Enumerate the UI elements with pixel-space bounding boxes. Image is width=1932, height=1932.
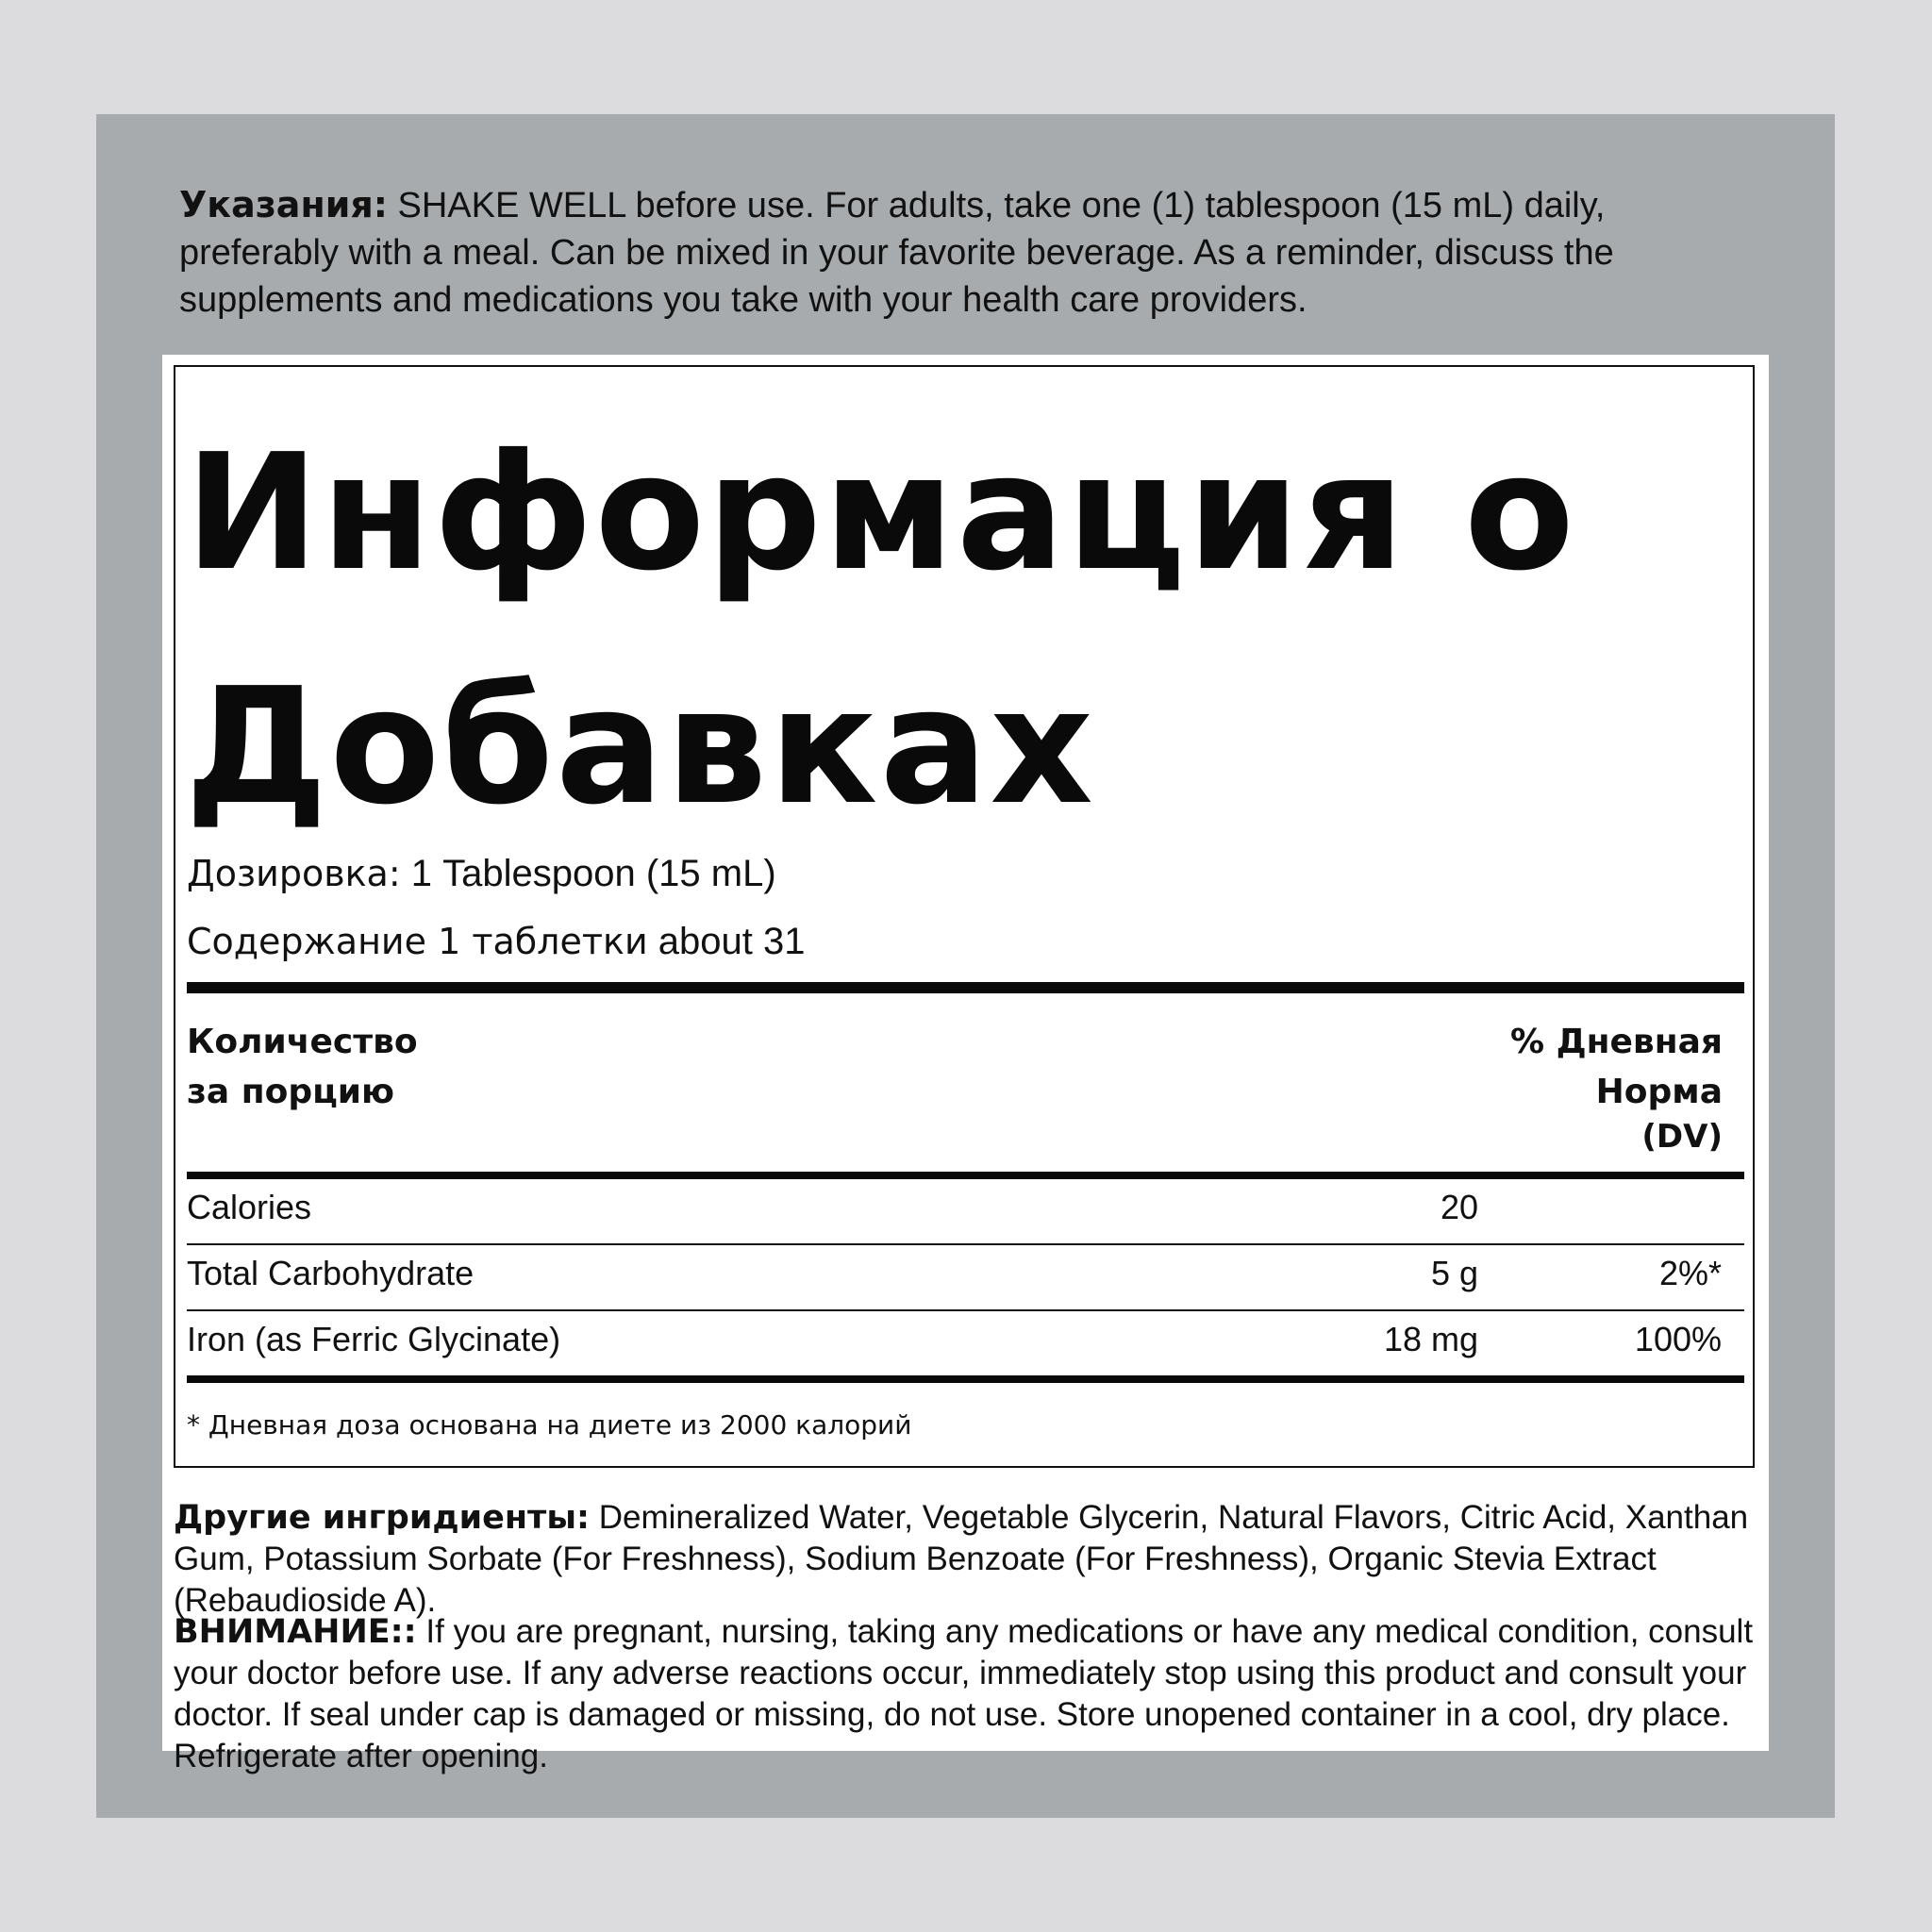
warning-text: If you are pregnant, nursing, taking any medications or have any medical condition, consult your doctor before use. If any adverse reactions occur, immediately stop using this product and consult your doctor. If seal under cap is damaged or missing, do not use. Store unopened container in a cool, dry place. Refrigerate after opening. <box>174 1613 1754 1774</box>
dv-header-line3: (DV) <box>1641 1118 1723 1156</box>
nutrient-name: Total Carbohydrate <box>187 1254 475 1292</box>
nutrient-amount: 18 mg <box>1383 1320 1478 1358</box>
warning-paragraph <box>174 1611 1758 1777</box>
directions-paragraph <box>179 181 1764 324</box>
servings-label: Содержание 1 таблетки <box>187 921 648 962</box>
amount-header-line2: за порцию <box>187 1073 395 1111</box>
dv-header-line2: Норма <box>1595 1073 1723 1111</box>
daily-value-header <box>1510 1017 1723 1157</box>
serving-size-value: 1 Tablespoon (15 mL) <box>400 853 776 894</box>
serving-size <box>187 850 776 897</box>
nutrient-amount: 5 g <box>1430 1254 1478 1292</box>
servings-value: about 31 <box>647 921 806 962</box>
dv-header-line1: % Дневная <box>1509 1023 1723 1061</box>
warning-label: ВНИМАНИЕ:: <box>174 1613 417 1651</box>
nutrient-dv: 2%* <box>1658 1254 1722 1292</box>
other-ingredients-text: Demineralized Water, Vegetable Glycerin, Natural Flavors, Citric Acid, Xanthan Gum, Potassium Sorbate (For Freshness), Sodium Benzoate (For Freshness), Organic Stevia Extract (Rebaudioside A). <box>174 1499 1749 1619</box>
nutrient-name: Iron (as Ferric Glycinate) <box>187 1320 561 1358</box>
divider-header <box>187 1172 1744 1179</box>
nutrient-amount: 20 <box>1440 1188 1478 1226</box>
amount-header-line1: Количество <box>187 1023 418 1061</box>
table-row <box>187 1311 1722 1368</box>
daily-value-footnote: * Дневная доза основана на диете из 2000 калорий <box>187 1409 912 1441</box>
table-row <box>187 1245 1722 1302</box>
nutrient-dv: 100% <box>1634 1320 1722 1358</box>
servings-per-container <box>187 918 805 965</box>
other-ingredients-paragraph <box>174 1497 1758 1622</box>
amount-per-serving-header <box>187 1017 418 1117</box>
supplement-facts-title: Информация о Добавках <box>185 420 1576 841</box>
table-row <box>187 1179 1722 1236</box>
other-ingredients-label: Другие ингридиенты: <box>174 1499 590 1537</box>
serving-size-label: Дозировка: <box>187 853 401 894</box>
directions-text: SHAKE WELL before use. For adults, take one (1) tablespoon (15 mL) daily, preferably with a meal. Can be mixed in your favorite beverage. As a reminder, discuss the supplements and medications you take with your health care providers. <box>179 186 1614 320</box>
divider-thick-top <box>187 982 1744 993</box>
directions-label: Указания: <box>179 184 388 225</box>
nutrient-name: Calories <box>187 1188 312 1226</box>
divider-bottom <box>187 1375 1744 1383</box>
